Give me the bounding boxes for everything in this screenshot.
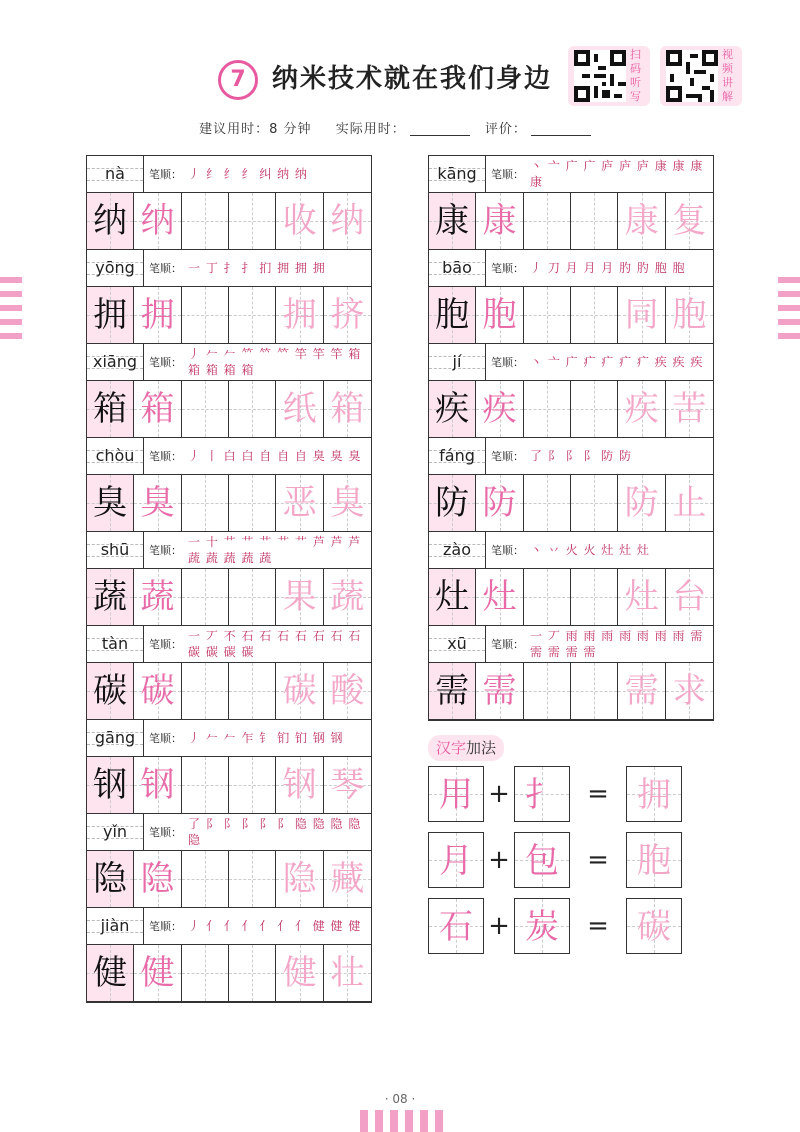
stroke-label: 笔顺： bbox=[149, 920, 182, 933]
right-edge-bar bbox=[778, 291, 800, 297]
right-edge-bar bbox=[778, 305, 800, 311]
left-edge-bar bbox=[0, 305, 22, 311]
blank-writing-cell[interactable] bbox=[229, 757, 276, 813]
character-entry bbox=[87, 156, 371, 250]
pinyin: chòu bbox=[87, 438, 144, 474]
tracing-cell: 需 bbox=[618, 663, 665, 719]
tracing-cell: 需 bbox=[476, 663, 523, 719]
plus-sign: + bbox=[488, 845, 510, 875]
writing-grid-row bbox=[429, 193, 713, 250]
pinyin-row bbox=[429, 626, 713, 663]
stroke-order bbox=[491, 532, 650, 568]
blank-writing-cell[interactable] bbox=[571, 381, 618, 437]
tracing-cell: 灶 bbox=[476, 569, 523, 625]
tracing-cell: 蔬 bbox=[324, 569, 371, 625]
stroke-sequence: 一 丆 雨 雨 雨 雨 雨 雨 雨 需 需 需 需 需 bbox=[530, 629, 704, 659]
left-practice-column bbox=[86, 155, 372, 1003]
pinyin: kāng bbox=[429, 156, 486, 192]
character-entry bbox=[87, 814, 371, 908]
pinyin-row bbox=[87, 908, 371, 945]
writing-grid-row bbox=[87, 193, 371, 250]
addend-a-box: 石 bbox=[428, 898, 484, 954]
stroke-sequence: 丶 亠 广 疒 疒 疒 疒 疾 疾 疾 bbox=[530, 355, 704, 369]
pinyin-row bbox=[87, 720, 371, 757]
addend-a-box: 月 bbox=[428, 832, 484, 888]
blank-writing-cell[interactable] bbox=[182, 475, 229, 531]
blank-writing-cell[interactable] bbox=[182, 381, 229, 437]
addend-b-box: 炭 bbox=[514, 898, 570, 954]
model-character-cell: 臭 bbox=[87, 475, 134, 531]
tracing-cell: 健 bbox=[276, 945, 323, 1001]
tracing-cell: 果 bbox=[276, 569, 323, 625]
blank-writing-cell[interactable] bbox=[571, 569, 618, 625]
tracing-cell: 复 bbox=[666, 193, 713, 249]
stroke-order bbox=[149, 250, 326, 286]
addend-b-box: 扌 bbox=[514, 766, 570, 822]
right-edge-bar bbox=[778, 333, 800, 339]
character-entry bbox=[87, 626, 371, 720]
tracing-cell: 收 bbox=[276, 193, 323, 249]
pinyin: jiàn bbox=[87, 908, 144, 944]
model-character-cell: 碳 bbox=[87, 663, 134, 719]
tracing-cell: 酸 bbox=[324, 663, 371, 719]
pinyin-row bbox=[87, 814, 371, 851]
pinyin: nà bbox=[87, 156, 144, 192]
tracing-cell: 纸 bbox=[276, 381, 323, 437]
tracing-cell: 挤 bbox=[324, 287, 371, 343]
blank-writing-cell[interactable] bbox=[571, 193, 618, 249]
blank-writing-cell[interactable] bbox=[524, 475, 571, 531]
page-number: · 08 · bbox=[384, 1092, 416, 1106]
pinyin: yōng bbox=[87, 250, 144, 286]
pinyin: jí bbox=[429, 344, 486, 380]
writing-grid-row bbox=[429, 569, 713, 626]
qr-video-label: 视频讲解 bbox=[722, 48, 733, 103]
model-character-cell: 箱 bbox=[87, 381, 134, 437]
model-character-cell: 康 bbox=[429, 193, 476, 249]
stroke-label: 笔顺： bbox=[149, 168, 182, 181]
addition-equation bbox=[428, 832, 682, 888]
tracing-cell: 臭 bbox=[134, 475, 181, 531]
character-entry bbox=[87, 250, 371, 344]
writing-grid-row bbox=[87, 287, 371, 344]
stroke-sequence: 丿 丨 白 白 自 自 自 臭 臭 臭 bbox=[188, 449, 362, 463]
stroke-sequence: 丶 亠 广 广 庐 庐 庐 康 康 康 康 bbox=[530, 159, 704, 189]
stroke-label: 笔顺： bbox=[149, 450, 182, 463]
lesson-number-badge: 7 bbox=[218, 60, 258, 100]
blank-writing-cell[interactable] bbox=[229, 193, 276, 249]
pinyin: xiāng bbox=[87, 344, 144, 380]
pinyin-row bbox=[87, 438, 371, 475]
pinyin: zào bbox=[429, 532, 486, 568]
rating-label: 评价： bbox=[484, 122, 527, 137]
blank-writing-cell[interactable] bbox=[229, 475, 276, 531]
equals-sign: = bbox=[587, 779, 609, 809]
suggested-time: 建议用时：8 分钟 bbox=[199, 122, 312, 137]
stroke-order bbox=[149, 720, 344, 756]
pinyin: xū bbox=[429, 626, 486, 662]
bottom-decoration bbox=[360, 1110, 443, 1132]
addend-a-box: 用 bbox=[428, 766, 484, 822]
stroke-sequence: 一 十 艹 艹 艹 艹 艹 芦 芦 芦 蔬 蔬 蔬 蔬 蔬 bbox=[188, 535, 362, 565]
stroke-order bbox=[149, 532, 371, 568]
qr-listen[interactable] bbox=[568, 46, 650, 106]
actual-time-blank[interactable] bbox=[410, 123, 470, 136]
result-box[interactable]: 胞 bbox=[626, 832, 682, 888]
writing-grid-row bbox=[87, 381, 371, 438]
blank-writing-cell[interactable] bbox=[182, 569, 229, 625]
model-character-cell: 疾 bbox=[429, 381, 476, 437]
addition-title-a: 汉字 bbox=[436, 739, 467, 757]
tracing-cell: 蔬 bbox=[134, 569, 181, 625]
tracing-cell: 胞 bbox=[666, 287, 713, 343]
character-entry bbox=[429, 626, 713, 720]
pinyin: gāng bbox=[87, 720, 144, 756]
stroke-sequence: 一 丁 扌 扌 扪 拥 拥 拥 bbox=[188, 261, 326, 275]
tracing-cell: 纳 bbox=[134, 193, 181, 249]
tracing-cell: 拥 bbox=[276, 287, 323, 343]
writing-grid-row bbox=[87, 569, 371, 626]
blank-writing-cell[interactable] bbox=[571, 287, 618, 343]
pinyin-row bbox=[87, 626, 371, 663]
pinyin-row bbox=[429, 438, 713, 475]
stroke-label: 笔顺： bbox=[491, 544, 524, 557]
stroke-order bbox=[491, 156, 713, 192]
pinyin-row bbox=[87, 344, 371, 381]
addend-b-box: 包 bbox=[514, 832, 570, 888]
stroke-label: 笔顺： bbox=[149, 638, 182, 651]
rating-blank[interactable] bbox=[531, 123, 591, 136]
pinyin-row bbox=[429, 344, 713, 381]
tracing-cell: 纳 bbox=[324, 193, 371, 249]
pinyin: bāo bbox=[429, 250, 486, 286]
stroke-sequence: 丿 刀 月 月 月 肑 肑 胞 胞 bbox=[530, 261, 686, 275]
character-entry bbox=[87, 438, 371, 532]
stroke-label: 笔顺： bbox=[491, 638, 524, 651]
model-character-cell: 防 bbox=[429, 475, 476, 531]
tracing-cell: 壮 bbox=[324, 945, 371, 1001]
blank-writing-cell[interactable] bbox=[182, 193, 229, 249]
model-character-cell: 需 bbox=[429, 663, 476, 719]
equals-sign: = bbox=[587, 911, 609, 941]
stroke-order bbox=[149, 814, 371, 850]
character-entry bbox=[429, 250, 713, 344]
stroke-label: 笔顺： bbox=[491, 356, 524, 369]
blank-writing-cell[interactable] bbox=[229, 945, 276, 1001]
tracing-cell: 隐 bbox=[276, 851, 323, 907]
blank-writing-cell[interactable] bbox=[182, 757, 229, 813]
blank-writing-cell[interactable] bbox=[182, 287, 229, 343]
writing-grid-row bbox=[429, 287, 713, 344]
right-edge-bar bbox=[778, 277, 800, 283]
character-entry bbox=[87, 532, 371, 626]
model-character-cell: 健 bbox=[87, 945, 134, 1001]
character-entry bbox=[87, 908, 371, 1002]
stroke-sequence: 丿 亻 亻 亻 亻 亻 亻 健 健 健 bbox=[188, 919, 362, 933]
model-character-cell: 钢 bbox=[87, 757, 134, 813]
left-edge-bar bbox=[0, 333, 22, 339]
character-entry bbox=[429, 532, 713, 626]
tracing-cell: 苦 bbox=[666, 381, 713, 437]
stroke-sequence: 一 丆 不 石 石 石 石 石 石 石 碳 碳 碳 碳 bbox=[188, 629, 362, 659]
actual-time-label: 实际用时： bbox=[335, 122, 406, 137]
character-entry bbox=[87, 344, 371, 438]
equals-sign: = bbox=[587, 845, 609, 875]
pinyin: shū bbox=[87, 532, 144, 568]
blank-writing-cell[interactable] bbox=[524, 193, 571, 249]
stroke-sequence: 丿 纟 纟 纟 纠 纳 纳 bbox=[188, 167, 308, 181]
tracing-cell: 钢 bbox=[276, 757, 323, 813]
tracing-cell: 钢 bbox=[134, 757, 181, 813]
left-edge-bar bbox=[0, 291, 22, 297]
stroke-label: 笔顺： bbox=[491, 168, 524, 181]
blank-writing-cell[interactable] bbox=[182, 945, 229, 1001]
tracing-cell: 求 bbox=[666, 663, 713, 719]
pinyin-row bbox=[87, 156, 371, 193]
model-character-cell: 拥 bbox=[87, 287, 134, 343]
blank-writing-cell[interactable] bbox=[571, 663, 618, 719]
blank-writing-cell[interactable] bbox=[182, 851, 229, 907]
stroke-label: 笔顺： bbox=[149, 544, 182, 557]
writing-grid-row bbox=[87, 851, 371, 908]
tracing-cell: 箱 bbox=[134, 381, 181, 437]
tracing-cell: 同 bbox=[618, 287, 665, 343]
qr-code-icon[interactable] bbox=[574, 50, 626, 102]
time-and-rating bbox=[0, 118, 800, 137]
stroke-order bbox=[491, 438, 632, 474]
addition-equation bbox=[428, 898, 682, 954]
stroke-order bbox=[149, 156, 308, 192]
tracing-cell: 隐 bbox=[134, 851, 181, 907]
tracing-cell: 胞 bbox=[476, 287, 523, 343]
left-edge-bar bbox=[0, 319, 22, 325]
tracing-cell: 康 bbox=[476, 193, 523, 249]
pinyin-row bbox=[429, 250, 713, 287]
character-entry bbox=[429, 344, 713, 438]
writing-grid-row bbox=[429, 381, 713, 438]
character-entry bbox=[429, 156, 713, 250]
writing-grid-row bbox=[429, 475, 713, 532]
pinyin: tàn bbox=[87, 626, 144, 662]
stroke-label: 笔顺： bbox=[149, 826, 182, 839]
addition-equation bbox=[428, 766, 682, 822]
tracing-cell: 箱 bbox=[324, 381, 371, 437]
stroke-label: 笔顺： bbox=[149, 262, 182, 275]
pinyin-row bbox=[429, 156, 713, 193]
blank-writing-cell[interactable] bbox=[229, 851, 276, 907]
pinyin-row bbox=[429, 532, 713, 569]
blank-writing-cell[interactable] bbox=[524, 381, 571, 437]
blank-writing-cell[interactable] bbox=[524, 569, 571, 625]
tracing-cell: 康 bbox=[618, 193, 665, 249]
writing-grid-row bbox=[87, 757, 371, 814]
writing-grid-row bbox=[429, 663, 713, 720]
right-practice-column bbox=[428, 155, 714, 721]
tracing-cell: 疾 bbox=[476, 381, 523, 437]
tracing-cell: 防 bbox=[618, 475, 665, 531]
tracing-cell: 琴 bbox=[324, 757, 371, 813]
stroke-order bbox=[149, 626, 371, 662]
tracing-cell: 防 bbox=[476, 475, 523, 531]
result-box[interactable]: 拥 bbox=[626, 766, 682, 822]
qr-code-icon[interactable] bbox=[666, 50, 718, 102]
tracing-cell: 健 bbox=[134, 945, 181, 1001]
stroke-sequence: 丿 𠂉 𠂉 乍 钅 钔 钔 钢 钢 bbox=[188, 731, 344, 745]
pinyin: fáng bbox=[429, 438, 486, 474]
stroke-order bbox=[149, 344, 371, 380]
page-title: 纳米技术就在我们身边 bbox=[272, 64, 553, 94]
stroke-order bbox=[149, 438, 361, 474]
stroke-label: 笔顺： bbox=[149, 356, 182, 369]
left-edge-bar bbox=[0, 277, 22, 283]
tracing-cell: 止 bbox=[666, 475, 713, 531]
tracing-cell: 拥 bbox=[134, 287, 181, 343]
writing-grid-row bbox=[87, 663, 371, 720]
result-box[interactable]: 碳 bbox=[626, 898, 682, 954]
blank-writing-cell[interactable] bbox=[524, 663, 571, 719]
stroke-label: 笔顺： bbox=[491, 450, 524, 463]
pinyin: yǐn bbox=[87, 814, 144, 850]
model-character-cell: 纳 bbox=[87, 193, 134, 249]
model-character-cell: 蔬 bbox=[87, 569, 134, 625]
stroke-order bbox=[491, 250, 686, 286]
pinyin-row bbox=[87, 532, 371, 569]
addition-title-b: 加法 bbox=[466, 739, 497, 757]
blank-writing-cell[interactable] bbox=[182, 663, 229, 719]
character-entry bbox=[87, 720, 371, 814]
plus-sign: + bbox=[488, 911, 510, 941]
blank-writing-cell[interactable] bbox=[229, 569, 276, 625]
model-character-cell: 隐 bbox=[87, 851, 134, 907]
character-entry bbox=[429, 438, 713, 532]
tracing-cell: 臭 bbox=[324, 475, 371, 531]
stroke-order bbox=[491, 344, 703, 380]
model-character-cell: 胞 bbox=[429, 287, 476, 343]
right-edge-bar bbox=[778, 319, 800, 325]
stroke-sequence: 了 阝 阝 阝 防 防 bbox=[530, 449, 633, 463]
blank-writing-cell[interactable] bbox=[229, 287, 276, 343]
blank-writing-cell[interactable] bbox=[229, 381, 276, 437]
tracing-cell: 灶 bbox=[618, 569, 665, 625]
stroke-sequence: 了 阝 阝 阝 阝 阝 隐 隐 隐 隐 隐 bbox=[188, 817, 362, 847]
blank-writing-cell[interactable] bbox=[229, 663, 276, 719]
stroke-sequence: 丶 丷 火 火 灶 灶 灶 bbox=[530, 543, 650, 557]
tracing-cell: 藏 bbox=[324, 851, 371, 907]
stroke-label: 笔顺： bbox=[491, 262, 524, 275]
blank-writing-cell[interactable] bbox=[571, 475, 618, 531]
stroke-label: 笔顺： bbox=[149, 732, 182, 745]
model-character-cell: 灶 bbox=[429, 569, 476, 625]
tracing-cell: 碳 bbox=[276, 663, 323, 719]
tracing-cell: 疾 bbox=[618, 381, 665, 437]
plus-sign: + bbox=[488, 779, 510, 809]
qr-listen-label: 扫码听写 bbox=[630, 48, 641, 103]
stroke-order bbox=[491, 626, 713, 662]
pinyin-row bbox=[87, 250, 371, 287]
writing-grid-row bbox=[87, 945, 371, 1002]
tracing-cell: 台 bbox=[666, 569, 713, 625]
tracing-cell: 恶 bbox=[276, 475, 323, 531]
qr-video[interactable] bbox=[660, 46, 742, 106]
tracing-cell: 碳 bbox=[134, 663, 181, 719]
page-header bbox=[0, 0, 800, 150]
stroke-sequence: 丿 𠂉 𠂉 𥫗 𥫗 𥫗 竿 竿 竿 箱 箱 箱 箱 箱 bbox=[188, 347, 362, 377]
writing-grid-row bbox=[87, 475, 371, 532]
addition-section-title bbox=[428, 735, 504, 761]
stroke-order bbox=[149, 908, 361, 944]
blank-writing-cell[interactable] bbox=[524, 287, 571, 343]
